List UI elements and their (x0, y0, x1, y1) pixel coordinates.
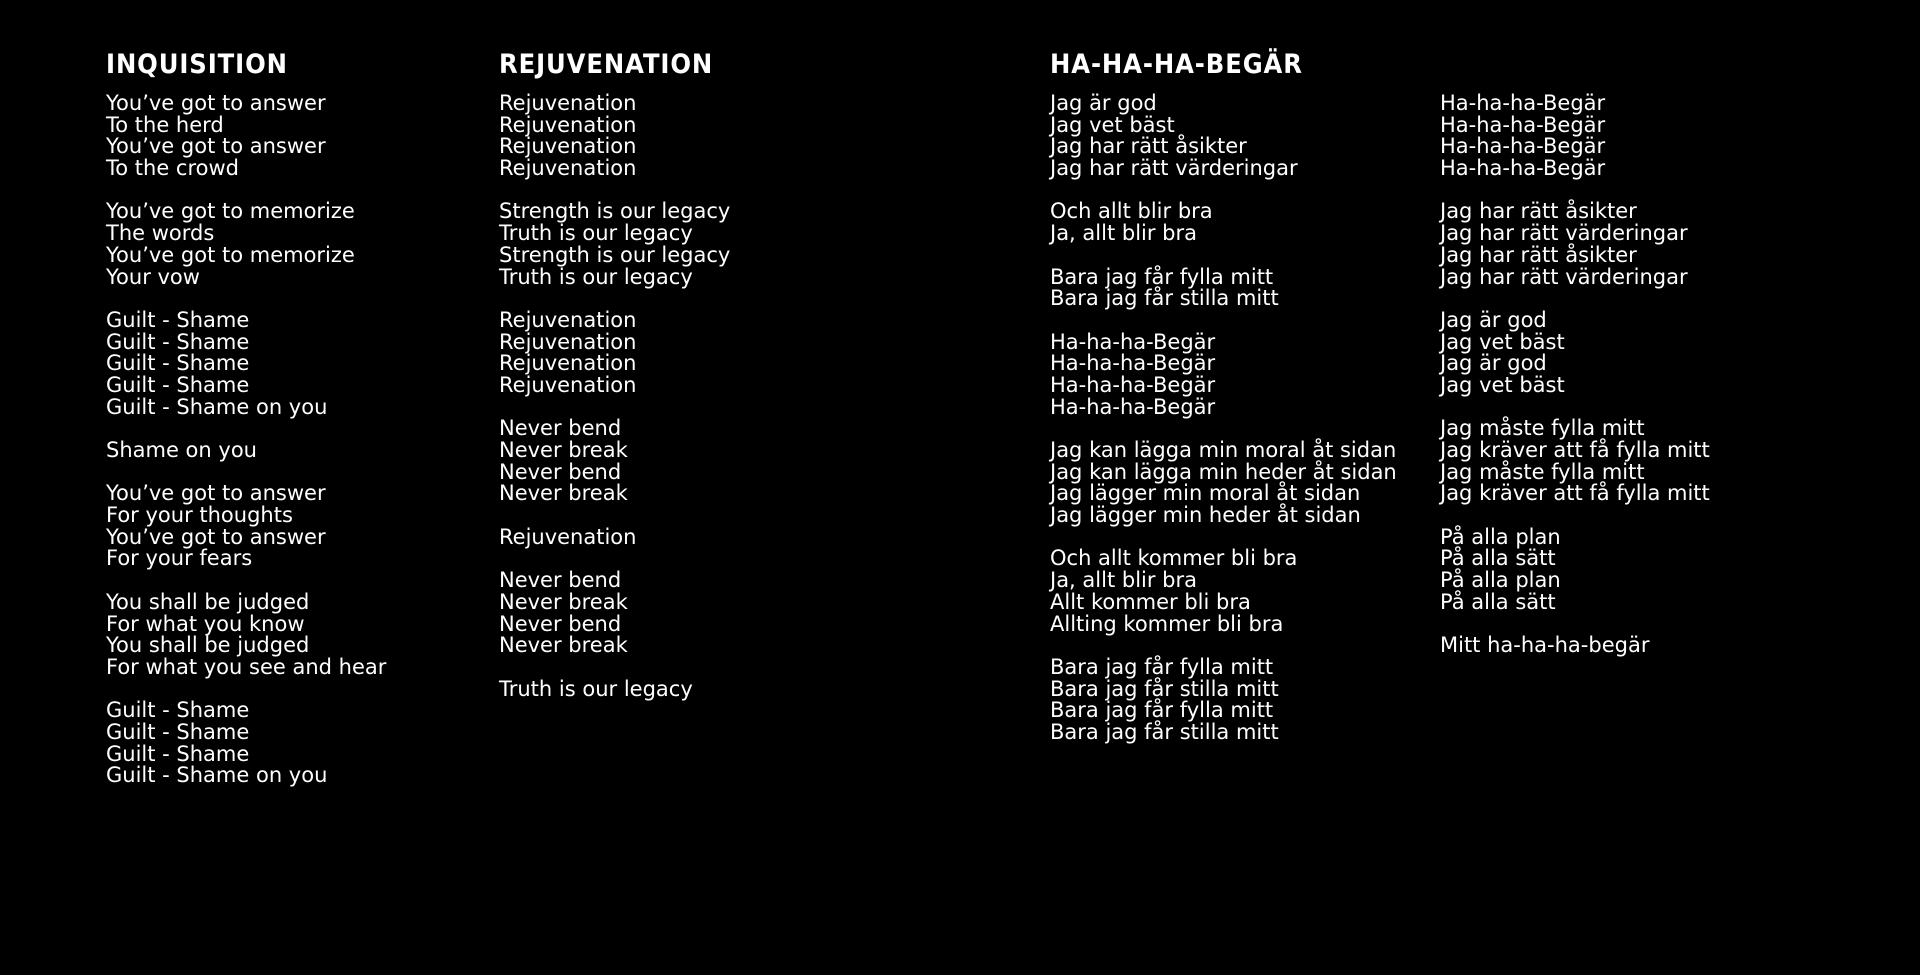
stanza (499, 524, 737, 549)
lyric-line: Bara jag får stilla mitt (1050, 676, 1279, 701)
stanza (1050, 654, 1397, 744)
lyric-line: Jag är god (1440, 351, 1547, 376)
lyric-line: Rejuvenation (499, 134, 637, 159)
lyric-line: The words (106, 221, 215, 246)
title-spacer (1440, 47, 1710, 83)
song-column-rejuvenation (499, 47, 737, 722)
lyric-line: Bara jag får fylla mitt (1050, 264, 1274, 289)
lyric-line: Jag har rätt värderingar (1440, 264, 1688, 289)
stanza (106, 483, 386, 570)
lyric-line: For your fears (106, 546, 253, 571)
lyric-line: Rejuvenation (499, 329, 637, 354)
lyric-line: Jag kan lägga min heder åt sidan (1050, 459, 1397, 484)
lyric-line: Never bend (499, 459, 622, 484)
lyric-line: Jag lägger min moral åt sidan (1050, 481, 1361, 506)
lyric-line: You’ve got to memorize (106, 199, 355, 224)
lyric-line: Jag vet bäst (1050, 112, 1175, 137)
lyric-line: Jag kräver att få fylla mitt (1440, 481, 1710, 506)
lyric-line: Och allt blir bra (1050, 199, 1213, 224)
lyric-line: Never break (499, 589, 628, 614)
lyric-line: Mitt ha-ha-ha-begär (1440, 633, 1650, 658)
stanza (1050, 548, 1397, 635)
stanza (106, 589, 387, 679)
lyric-line: Guilt - Shame (106, 307, 250, 332)
lyric-line: Jag måste fylla mitt (1440, 416, 1645, 441)
lyric-line: Never bend (499, 416, 622, 441)
stanza (499, 307, 737, 397)
lyric-line: Ha-ha-ha-Begär (1050, 394, 1216, 419)
stanza (1050, 440, 1397, 527)
lyric-line: Strength is our legacy (499, 199, 731, 224)
lyric-line: Rejuvenation (499, 372, 637, 397)
lyric-line: Truth is our legacy (499, 264, 693, 289)
lyric-line: Guilt - Shame (106, 698, 250, 723)
stanza (1050, 93, 1397, 180)
lyric-line: Never break (499, 633, 628, 658)
lyric-line: Ha-ha-ha-Begär (1050, 329, 1216, 354)
lyric-line: På alla plan (1440, 568, 1561, 593)
song-title: REJUVENATION (499, 49, 714, 80)
lyric-line: Jag har rätt åsikter (1440, 199, 1637, 224)
stanza (1440, 93, 1710, 180)
lyric-line: Allt kommer bli bra (1050, 589, 1251, 614)
lyric-line: You’ve got to answer (106, 91, 326, 115)
lyric-line: Truth is our legacy (499, 221, 693, 246)
lyric-line: Ha-ha-ha-Begär (1440, 134, 1606, 159)
lyric-line: Ha-ha-ha-Begär (1440, 156, 1606, 181)
song-column-ha-ha-ha-begar-continued (1440, 47, 1710, 679)
lyric-line: You’ve got to memorize (106, 242, 355, 267)
stanza (499, 418, 737, 505)
stanza (499, 676, 737, 701)
lyric-line: Bara jag får fylla mitt (1050, 654, 1274, 679)
lyric-line: Guilt - Shame on you (106, 394, 328, 419)
song-title: INQUISITION (106, 49, 288, 80)
stanza (1440, 307, 1710, 397)
lyric-line: På alla sätt (1440, 546, 1556, 571)
lyric-line: Rejuvenation (499, 156, 637, 181)
lyric-line: Jag har rätt värderingar (1440, 221, 1688, 246)
lyric-line: Ha-ha-ha-Begär (1050, 351, 1216, 376)
lyric-line: Rejuvenation (499, 351, 637, 376)
lyric-line: Bara jag får fylla mitt (1050, 698, 1274, 723)
lyric-line: Jag har rätt åsikter (1050, 134, 1247, 159)
lyric-line: Guilt - Shame (106, 351, 250, 376)
lyric-line: Never break (499, 438, 628, 462)
lyric-line: Ha-ha-ha-Begär (1440, 112, 1606, 137)
lyric-line: Jag har rätt värderingar (1050, 156, 1298, 181)
lyric-line: Your vow (106, 264, 200, 289)
lyric-line: Ha-ha-ha-Begär (1440, 91, 1606, 115)
lyric-line: To the herd (106, 112, 224, 137)
lyric-line: Jag har rätt åsikter (1440, 242, 1637, 267)
lyric-line: For your thoughts (106, 503, 293, 528)
lyric-line: Guilt - Shame (106, 329, 250, 354)
lyric-line: Bara jag får stilla mitt (1050, 719, 1279, 744)
lyric-line: Ja, allt blir bra (1050, 221, 1197, 246)
stanza (1050, 201, 1397, 244)
lyric-line: For what you see and hear (106, 654, 387, 679)
stanza (499, 201, 737, 288)
song-column-inquisition (106, 47, 386, 809)
lyric-line: You’ve got to answer (106, 134, 326, 159)
lyric-line: Rejuvenation (499, 524, 637, 549)
lyric-line: You’ve got to answer (106, 524, 326, 549)
lyric-line: Jag vet bäst (1440, 329, 1565, 354)
stanza (106, 93, 386, 180)
lyric-line: Jag lägger min heder åt sidan (1050, 503, 1361, 528)
lyric-line: Ja, allt blir bra (1050, 568, 1197, 593)
lyric-line: You shall be judged (106, 633, 310, 658)
lyric-line: Allting kommer bli bra (1050, 611, 1284, 636)
stanza (106, 201, 386, 288)
stanza (1440, 418, 1710, 505)
lyric-line: Never bend (499, 611, 622, 636)
stanza (1440, 635, 1710, 657)
lyric-line: Jag måste fylla mitt (1440, 459, 1645, 484)
lyric-line: Shame on you (106, 438, 257, 462)
stanza (106, 440, 386, 462)
lyric-line: Och allt kommer bli bra (1050, 546, 1298, 571)
lyric-line: Rejuvenation (499, 307, 637, 332)
lyric-line: Strength is our legacy (499, 242, 731, 267)
lyric-line: Jag är god (1050, 91, 1157, 115)
stanza (499, 93, 737, 180)
lyric-line: Jag kan lägga min moral åt sidan (1050, 438, 1397, 462)
lyric-line: På alla plan (1440, 524, 1561, 549)
lyric-line: Guilt - Shame (106, 372, 250, 397)
stanza (1050, 264, 1397, 311)
lyric-line: Never break (499, 481, 628, 506)
lyric-line: Truth is our legacy (499, 676, 693, 701)
lyric-line: Jag vet bäst (1440, 372, 1565, 397)
lyric-line: Guilt - Shame on you (106, 763, 328, 788)
song-column-ha-ha-ha-begar (1050, 47, 1397, 765)
lyric-line: Jag kräver att få fylla mitt (1440, 438, 1710, 462)
stanza (106, 307, 386, 419)
lyric-line: You’ve got to answer (106, 481, 326, 506)
lyric-line: Never bend (499, 568, 622, 593)
stanza (499, 570, 737, 657)
stanza (106, 700, 386, 787)
stanza (1440, 524, 1710, 614)
lyric-line: På alla sätt (1440, 589, 1556, 614)
lyric-line: Jag är god (1440, 307, 1547, 332)
stanza (1050, 329, 1397, 419)
song-title: HA-HA-HA-BEGÄR (1050, 49, 1303, 80)
lyric-line: To the crowd (106, 156, 239, 181)
lyric-line: Rejuvenation (499, 91, 637, 115)
lyric-line: You shall be judged (106, 589, 310, 614)
lyric-line: Bara jag får stilla mitt (1050, 286, 1279, 311)
lyric-line: Guilt - Shame (106, 719, 250, 744)
stanza (1440, 201, 1710, 288)
lyric-line: Ha-ha-ha-Begär (1050, 372, 1216, 397)
lyric-line: Guilt - Shame (106, 741, 250, 766)
lyric-line: Rejuvenation (499, 112, 637, 137)
lyric-line: For what you know (106, 611, 305, 636)
